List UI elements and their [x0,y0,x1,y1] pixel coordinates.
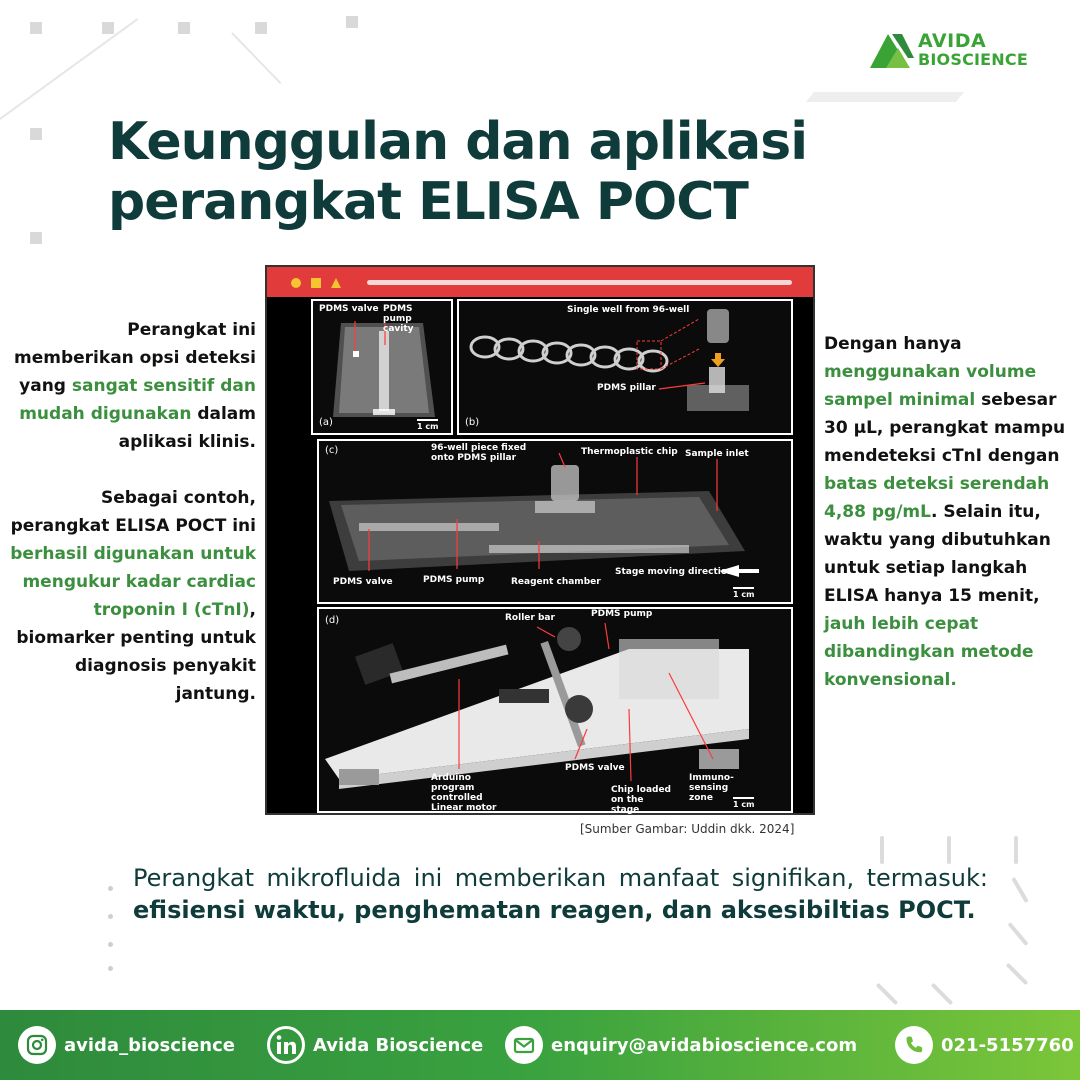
footer-linkedin[interactable] [267,1026,483,1064]
left-paragraph-2 [10,484,256,708]
panel-b-label-pillar: PDMS pillar [597,383,656,393]
decor-dash [947,836,951,864]
panel-d-tag: (d) [325,615,340,626]
left-description [10,316,256,708]
decor-square [346,16,358,28]
linkedin-name: Avida Bioscience [313,1034,484,1056]
panel-a-label-pump: PDMS pump cavity [383,304,414,334]
panel-d-label-motor: Arduino program controlled Linear motor [431,773,497,813]
square-icon [311,278,321,288]
left-p2-text: Sebagai contoh, perangkat ELISA POCT ini [10,488,256,536]
instagram-icon [18,1026,56,1064]
right-highlight-1: menggunakan volume sampel minimal [824,362,1037,410]
panel-c-label-stage-direction: Stage moving direction [615,567,734,577]
panel-a-label-valve: PDMS valve [319,304,379,314]
logo-text-bioscience: BIOSCIENCE [918,50,1028,69]
panel-a-scale: 1 cm [417,419,438,431]
summary-bold: efisiensi waktu, penghematan reagen, dan aksesibiltias POCT. [133,896,976,924]
panel-c-scale: 1 cm [733,587,754,599]
right-text-b: sebesar 30 µL, perangkat mampu mendeteksi cTnI dengan [824,390,1066,466]
footer-email[interactable] [505,1026,857,1064]
mail-icon [505,1026,543,1064]
decor-dash [1014,836,1018,864]
triangle-icon [331,278,341,288]
panel-c-label-valve: PDMS valve [333,577,393,587]
phone-number: 021-5157760 [941,1034,1074,1056]
panel-d-label-roller: Roller bar [505,613,555,623]
phone-icon [895,1026,933,1064]
linkedin-icon [267,1026,305,1064]
right-text-a: Dengan hanya [824,334,962,354]
figure-source: [Sumber Gambar: Uddin dkk. 2024] [580,822,795,836]
left-p1-highlight: sangat sensitif dan mudah digunakan [19,376,256,424]
panel-d-scale: 1 cm [733,797,754,809]
figure-panel-c [317,439,793,604]
summary-text [133,862,988,926]
panel-b-wells-image [459,301,791,433]
right-highlight-3: jauh lebih cepat dibandingkan metode konvensional. [824,614,1034,690]
summary-plain: Perangkat mikrofluida ini memberikan manfaat signifikan, termasuk: [133,864,988,892]
decor-square [102,22,114,34]
instagram-handle: avida_bioscience [64,1034,235,1056]
logo-underline [806,92,964,102]
figure-panel-a [311,299,453,435]
figure-panel-b [457,299,793,435]
panel-d-label-immuno: Immuno-sensing zone [689,773,734,803]
logo-text-avida: AVIDA [918,30,987,52]
figure-window [265,265,815,815]
decor-dash [931,983,954,1006]
right-text-c: . Selain itu, waktu yang dibutuhkan untuk setiap langkah ELISA hanya 15 menit, [824,502,1051,606]
panel-b-label-single-well: Single well from 96-well [567,305,690,315]
title-line-1: Keunggulan dan aplikasi [108,112,808,172]
decor-dash [880,836,884,864]
panel-c-tag: (c) [325,445,339,456]
panel-d-label-chip-loaded: Chip loaded on the stage [611,785,672,815]
decor-square [30,128,42,140]
decor-dash [1011,877,1028,903]
panel-c-label-pump: PDMS pump [423,575,485,585]
avida-logo-icon [868,30,922,70]
circle-icon [291,278,301,288]
figure-window-track [367,280,792,285]
decor-line [231,32,281,84]
panel-c-label-thermoplastic: Thermoplastic chip [581,447,678,457]
title-line-2: perangkat ELISA POCT [108,172,748,232]
decor-dot [108,914,113,919]
footer-phone[interactable] [895,1026,1074,1064]
email-address: enquiry@avidabioscience.com [551,1034,858,1056]
decor-line [0,18,138,120]
right-highlight-2: batas deteksi serendah 4,88 pg/mL [824,474,1050,522]
right-paragraph [824,330,1074,694]
panel-d-label-pump: PDMS pump [591,609,653,619]
decor-dot [108,886,113,891]
panel-d-label-valve: PDMS valve [565,763,625,773]
left-p2-highlight: berhasil digunakan untuk mengukur kadar cardiac troponin I (cTnI) [10,544,256,620]
decor-dash [1007,922,1028,946]
page-title [108,112,868,232]
decor-square [255,22,267,34]
right-description [824,330,1074,694]
footer-instagram[interactable] [18,1026,235,1064]
decor-square [178,22,190,34]
figure-panel-d [317,607,793,813]
left-p1-text: Perangkat ini memberikan opsi deteksi yang [14,320,256,396]
decor-dash [1006,963,1029,986]
left-p2-text-end: , biomarker penting untuk diagnosis penyakit jantung. [16,600,256,704]
panel-c-label-96well: 96-well piece fixed onto PDMS pillar [431,443,527,463]
decor-square [30,232,42,244]
decor-dot [108,966,113,971]
left-p1-text-end: dalam aplikasi klinis. [118,404,256,452]
panel-a-tag: (a) [319,417,333,428]
left-paragraph-1 [10,316,256,456]
figure-window-bar [267,267,813,297]
panel-c-label-inlet: Sample inlet [685,449,749,459]
panel-b-tag: (b) [465,417,480,428]
brand-logo [868,30,1058,70]
decor-dot [108,942,113,947]
panel-c-label-reagent: Reagent chamber [511,577,601,587]
decor-square [30,22,42,34]
footer-bar [0,1010,1080,1080]
decor-dash [876,983,899,1006]
